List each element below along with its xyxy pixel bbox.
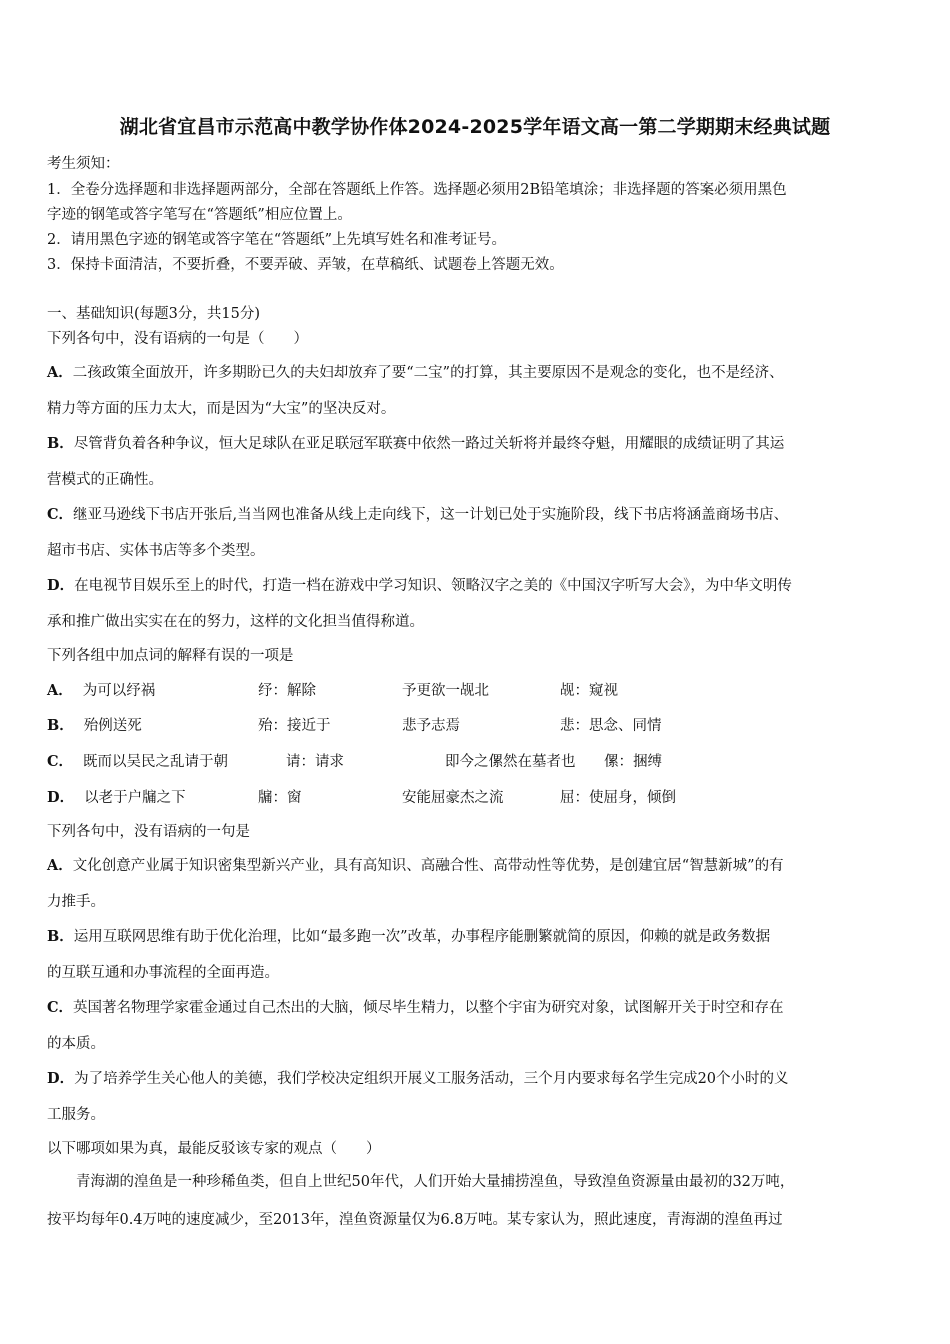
- option-label: A．: [47, 682, 73, 699]
- option-text: 在电视节目娱乐至上的时代，打造一档在游戏中学习知识、领略汉字之美的《中国汉字听写大会》，为中华文明传: [74, 578, 792, 594]
- row-col4: 悲：思念、同情: [560, 718, 662, 734]
- option-text-cont: 超市书店、实体书店等多个类型。: [47, 543, 265, 559]
- row-text: 为可以纾祸: [82, 683, 156, 699]
- option-text: 文化创意产业属于知识密集型新兴产业，具有高知识、高融合性、高带动性等优势，是创建宜居“智慧新城”的有: [72, 858, 784, 874]
- row-col3: 安能屈豪杰之流: [402, 790, 504, 806]
- row-text: 殆例送死: [83, 718, 142, 734]
- row-col3: 即今之傫然在墓者也: [445, 754, 576, 770]
- notice-heading: 考生须知：: [47, 156, 120, 172]
- option-label: D．: [47, 789, 75, 806]
- option-label: C．: [47, 999, 74, 1016]
- option-line: [47, 361, 784, 382]
- notice-item: 2．请用黑色字迹的钢笔或答字笔在“答题纸”上先填写姓名和准考证号。: [47, 232, 507, 248]
- option-line: [47, 503, 788, 524]
- option-text: 尽管背负着各种争议，恒大足球队在亚足联冠军联赛中依然一路过关斩将并最终夺魁，用耀眼的成绩证明了其运: [73, 436, 785, 452]
- row-text: 以老于户牖之下: [84, 790, 186, 806]
- passage-line: 青海湖的湟鱼是一种珍稀鱼类，但自上世纪50年代，人们开始大量捕捞湟鱼，导致湟鱼资源量由最初的32万吨，: [47, 1174, 795, 1190]
- row-text: 既而以吴民之乱请于朝: [83, 754, 229, 770]
- option-text-cont: 精力等方面的压力太大，而是因为“大宝”的坚决反对。: [47, 401, 396, 417]
- exam-title: 湖北省宜昌市示范高中教学协作体2024-2025学年语文高一第二学期期末经典试题: [119, 116, 831, 138]
- passage-line: 按平均每年0.4万吨的速度减少，至2013年，湟鱼资源量仅为6.8万吨。某专家认为，照此速度，青海湖的湟鱼再过: [47, 1212, 783, 1228]
- row-col2: 请：请求: [286, 754, 344, 770]
- notice-item: 3．保持卡面清洁，不要折叠，不要弄破、弄皱，在草稿纸、试题卷上答题无效。: [47, 257, 564, 273]
- row-col3: 悲予志焉: [402, 718, 460, 734]
- option-text: 二孩政策全面放开，许多期盼已久的夫妇却放弃了要“二宝”的打算，其主要原因不是观念的变化，也不是经济、: [72, 365, 784, 381]
- option-text: 运用互联网思维有助于优化治理，比如“最多跑一次”改革，办事程序能删繁就简的原因，仰赖的就是政务数据: [73, 929, 771, 945]
- option-label: C．: [47, 753, 74, 770]
- option-text-cont: 承和推广做出实实在在的努力，这样的文化担当值得称道。: [47, 614, 424, 630]
- row-col2: 牖：窗: [258, 790, 302, 806]
- question-stem: 以下哪项如果为真，最能反驳该专家的观点（ ）: [47, 1141, 381, 1157]
- question-stem: 下列各组中加点词的解释有误的一项是: [47, 648, 294, 664]
- option-line: [47, 574, 792, 595]
- option-label: A．: [47, 857, 73, 874]
- option-label: D．: [47, 1070, 75, 1087]
- row-col1: [47, 750, 228, 771]
- option-line: [47, 1067, 789, 1088]
- row-col2: 殆：接近于: [258, 718, 331, 734]
- row-col2: 纾：解除: [258, 683, 316, 699]
- option-text-cont: 的互联互通和办事流程的全面再造。: [47, 965, 279, 981]
- row-col4: 傫：捆缚: [604, 754, 662, 770]
- row-col1: [47, 714, 142, 735]
- row-col4: 觇：窥视: [560, 683, 618, 699]
- option-text-cont: 的本质。: [47, 1036, 105, 1052]
- option-label: C．: [47, 506, 74, 523]
- option-text-cont: 力推手。: [47, 894, 105, 910]
- row-col1: [47, 786, 186, 807]
- question-stem: 下列各句中，没有语病的一句是: [47, 824, 250, 840]
- row-col3: 予更欲一觇北: [402, 683, 489, 699]
- option-text: 继亚马逊线下书店开张后,当当网也准备从线上走向线下，这一计划已处于实施阶段，线下书店将涵盖商场书店、: [73, 507, 789, 523]
- option-line: [47, 432, 784, 453]
- option-line: [47, 854, 784, 875]
- option-line: [47, 925, 770, 946]
- row-col1: [47, 679, 155, 700]
- option-label: B．: [47, 717, 74, 734]
- notice-item: 1．全卷分选择题和非选择题两部分，全部在答题纸上作答。选择题必须用2B铅笔填涂；非选择题的答案必须用黑色: [47, 182, 787, 198]
- option-label: B．: [47, 435, 74, 452]
- notice-item: 字迹的钢笔或答字笔写在“答题纸”相应位置上。: [47, 207, 352, 223]
- option-label: D．: [47, 577, 75, 594]
- option-text: 英国著名物理学家霍金通过自己杰出的大脑，倾尽毕生精力，以整个宇宙为研究对象，试图解开关于时空和存在: [73, 1000, 784, 1016]
- option-label: B．: [47, 928, 74, 945]
- section-heading: 一、基础知识(每题3分，共15分): [47, 306, 260, 322]
- option-text: 为了培养学生关心他人的美德，我们学校决定组织开展义工服务活动，三个月内要求每名学生完成20个小时的义: [74, 1071, 789, 1087]
- option-label: A．: [47, 364, 73, 381]
- option-line: [47, 996, 784, 1017]
- option-text-cont: 工服务。: [47, 1107, 105, 1123]
- option-text-cont: 营模式的正确性。: [47, 472, 163, 488]
- question-stem: 下列各句中，没有语病的一句是（ ）: [47, 331, 308, 347]
- row-col4: 屈：使屈身，倾倒: [560, 790, 676, 806]
